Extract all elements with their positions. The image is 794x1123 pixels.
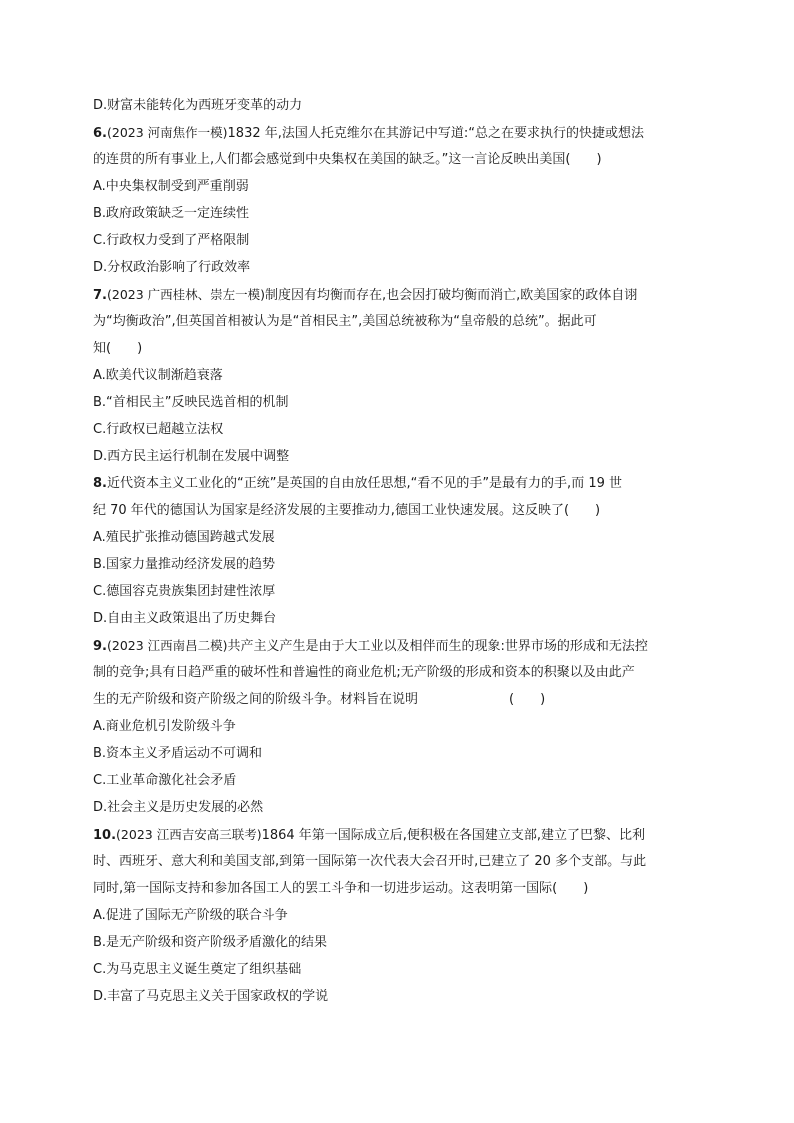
option-a[interactable]: A.殖民扩张推动德国跨越式发展 [93, 530, 275, 545]
question-source: (2023 河南焦作一模) [106, 125, 228, 140]
question-text: 时、西班牙、意大利和美国支部,到第一国际第一次代表大会召开时,已建立了 20 多个支部。与此 [93, 854, 647, 869]
option-5d: D.财富未能转化为西班牙变革的动力 [93, 98, 303, 113]
option-c[interactable]: C.工业革命激化社会矛盾 [93, 773, 237, 788]
question-text: 纪 70 年代的德国认为国家是经济发展的主要推动力,德国工业快速发展。这反映了( ) [93, 503, 601, 518]
option-b[interactable]: B.“首相民主”反映民选首相的机制 [93, 395, 289, 410]
question-stem-line [93, 119, 699, 146]
option-d[interactable]: D.西方民主运行机制在发展中调整 [93, 449, 290, 464]
question-source: (2023 广西桂林、崇左一模) [106, 287, 266, 302]
question-10 [93, 821, 699, 1010]
question-9 [93, 632, 699, 821]
option-a[interactable]: A.促进了国际无产阶级的联合斗争 [93, 908, 288, 923]
option-a[interactable]: A.中央集权制受到严重削弱 [93, 179, 249, 194]
question-stem-line [93, 281, 699, 308]
question-6 [93, 119, 699, 281]
question-text: 制的竞争;具有日趋严重的破坏性和普遍性的商业危机;无产阶级的形成和资本的积聚以及由此产 [93, 665, 635, 680]
option-d[interactable]: D.分权政治影响了行政效率 [93, 260, 251, 275]
question-text: 同时,第一国际支持和参加各国工人的罢工斗争和一切进步运动。这表明第一国际( ) [93, 881, 589, 896]
option-c[interactable]: C.行政权力受到了严格限制 [93, 233, 250, 248]
question-number: 10. [93, 828, 117, 843]
question-stem-line [93, 632, 699, 659]
option-b[interactable]: B.是无产阶级和资产阶级矛盾激化的结果 [93, 935, 328, 950]
question-text: 知( ) [93, 341, 143, 356]
option-d[interactable]: D.社会主义是历史发展的必然 [93, 800, 264, 815]
question-stem-line [93, 470, 699, 497]
question-7 [93, 281, 699, 470]
question-text: 1864 年第一国际成立后,便积极在各国建立支部,建立了巴黎、比利 [261, 828, 646, 843]
question-text: 近代资本主义工业化的“正统”是英国的自由放任思想,“看不见的手”是最有力的手,而 19 世 [106, 476, 622, 491]
option-a[interactable]: A.商业危机引发阶级斗争 [93, 719, 236, 734]
question-number: 8. [93, 476, 107, 491]
option-d[interactable]: D.自由主义政策退出了历史舞台 [93, 611, 277, 626]
option-d[interactable]: D.丰富了马克思主义关于国家政权的学说 [93, 989, 329, 1004]
question-source: (2023 江西南昌二模) [106, 638, 228, 653]
question-text: 生的无产阶级和资产阶级之间的阶级斗争。材料旨在说明 ( ) [93, 692, 546, 707]
question-text: 的连贯的所有事业上,人们都会感觉到中央集权在美国的缺乏。”这一言论反映出美国( ) [93, 152, 602, 167]
question-number: 9. [93, 639, 107, 654]
option-c[interactable]: C.为马克思主义诞生奠定了组织基础 [93, 962, 302, 977]
question-text: 制度因有均衡而存在,也会因打破均衡而消亡,欧美国家的政体自诩 [265, 288, 638, 303]
option-b[interactable]: B.国家力量推动经济发展的趋势 [93, 557, 276, 572]
option-b[interactable]: B.政府政策缺乏一定连续性 [93, 206, 250, 221]
question-number: 6. [93, 126, 107, 141]
question-text: 1832 年,法国人托克维尔在其游记中写道:“总之在要求执行的快捷或想法 [227, 126, 644, 141]
question-list [93, 92, 699, 1010]
question-text: 为“均衡政治”,但英国首相被认为是“首相民主”,美国总统被称为“皇帝般的总统”。据此可 [93, 314, 597, 329]
option-a[interactable]: A.欧美代议制渐趋衰落 [93, 368, 223, 383]
option-c[interactable]: C.行政权已超越立法权 [93, 422, 224, 437]
option-b[interactable]: B.资本主义矛盾运动不可调和 [93, 746, 263, 761]
option-c[interactable]: C.德国容克贵族集团封建性浓厚 [93, 584, 276, 599]
question-8 [93, 470, 699, 632]
question-text: 共产主义产生是由于大工业以及相伴而生的现象:世界市场的形成和无法控 [227, 639, 648, 654]
question-source: (2023 江西吉安高三联考) [116, 827, 262, 842]
question-stem-line [93, 821, 699, 848]
question-number: 7. [93, 288, 107, 303]
